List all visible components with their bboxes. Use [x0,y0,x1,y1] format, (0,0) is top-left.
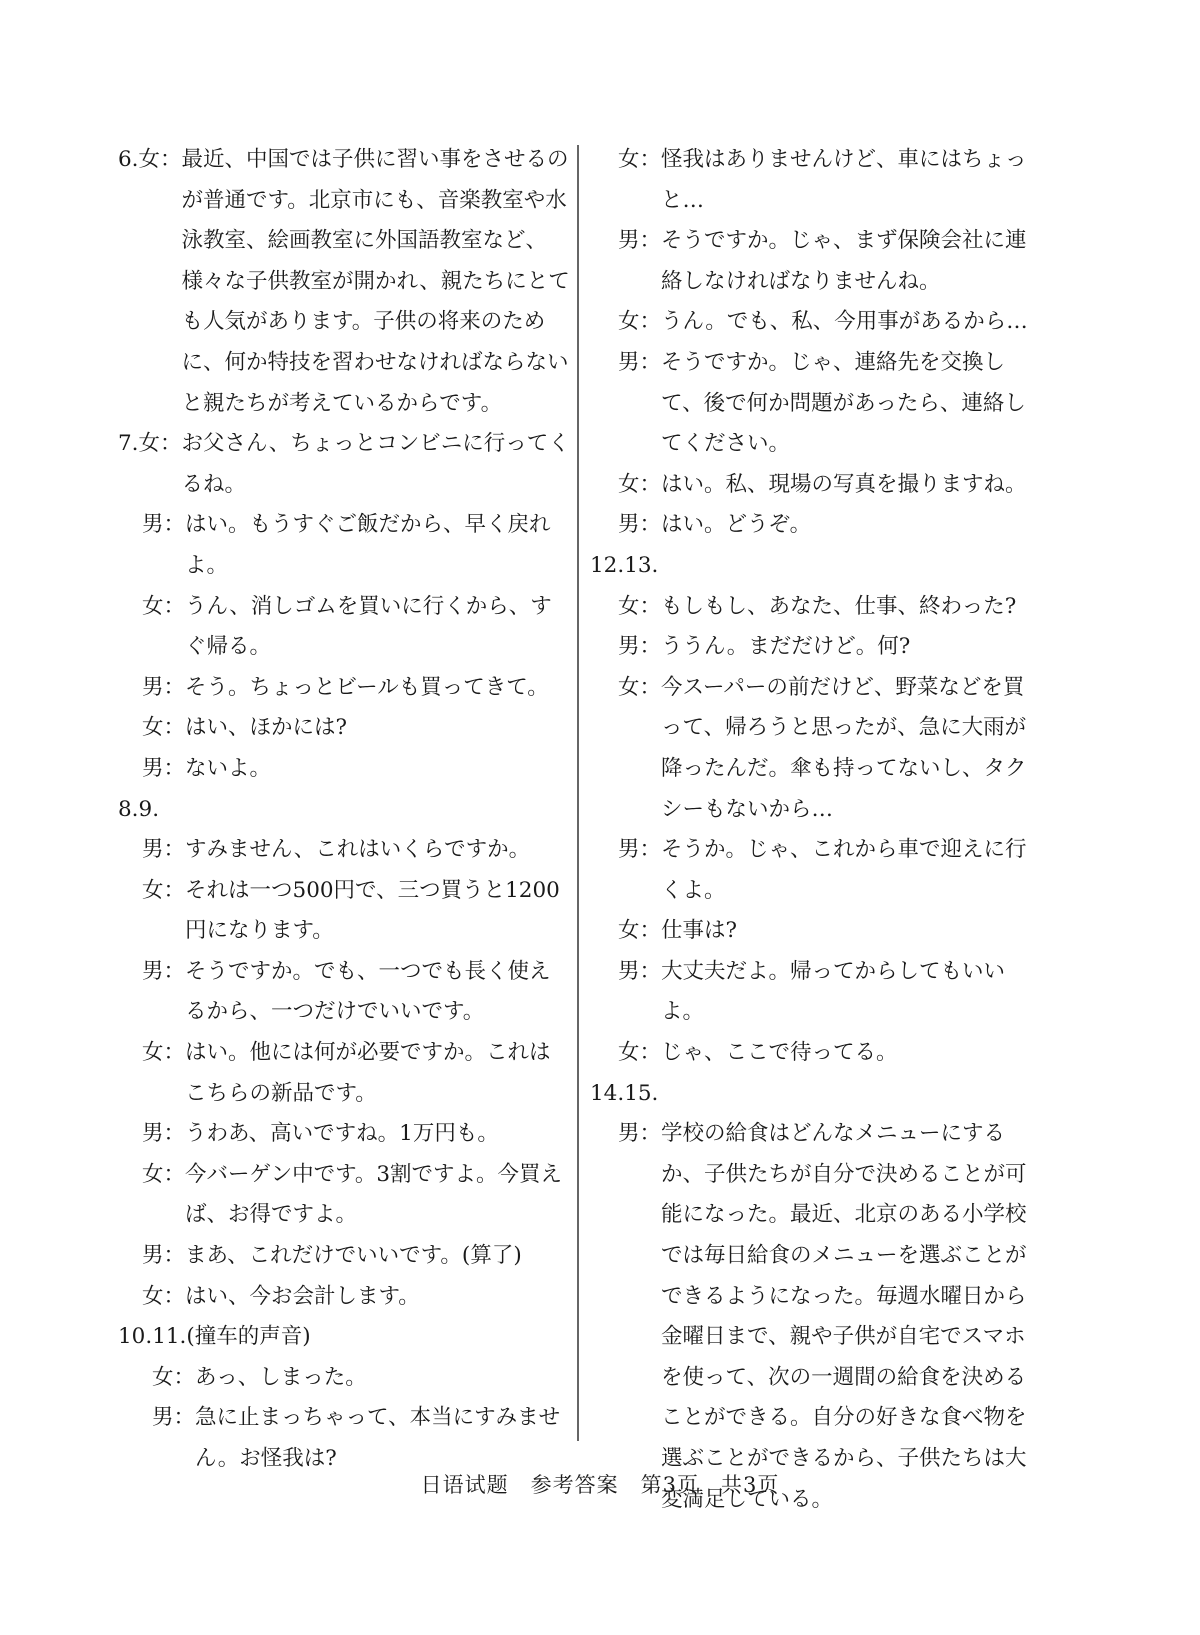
dialogue-turn [618,627,1038,668]
dialogue-turn [142,708,570,749]
turn-text: そうか。じゃ、これから車で迎えに行くよ。 [661,837,1027,903]
speaker-label: 男： [142,1243,186,1269]
turn-text: 今バーゲン中です。3割ですよ。今買えば、お得ですよ。 [185,1161,563,1228]
q1011-dialogue [118,1358,570,1480]
dialogue-turn [618,830,1038,911]
speaker-label: 6.女： [118,147,182,172]
turn-text: そうですか。じゃ、連絡先を交換して、後で何か問題があったら、連絡してください。 [661,349,1026,457]
turn-text: ううん。まだだけど。何? [661,634,911,660]
speaker-label: 男： [142,674,186,700]
turn-text: はい。もうすぐご飯だから、早く戻れよ。 [185,512,551,578]
speaker-label: 女： [618,471,662,497]
turn-text: はい。私、現場の写真を撮りますね。 [661,471,1027,497]
dialogue-turn [618,140,1038,221]
speaker-label: 女： [142,1283,186,1309]
turn-text: そう。ちょっとビールも買ってきて。 [185,674,549,700]
dialogue-turn [142,1277,570,1318]
turn-text: じゃ、ここで待ってる。 [661,1040,898,1066]
speaker-label: 女： [618,309,662,335]
dialogue-turn [142,505,570,586]
dialogue-turn [618,343,1038,465]
dialogue-turn [618,911,1038,952]
dialogue-turn [618,465,1038,506]
speaker-label: 男： [618,349,662,375]
section-heading-14-15: 14.15. [590,1080,659,1106]
speaker-label: 7.女： [118,431,182,457]
left-column [118,140,570,1480]
speaker-label: 男： [142,837,186,863]
dialogue-turn [142,1033,570,1114]
dialogue-turn [618,1033,1038,1074]
turn-text: 最近、中国では子供に習い事をさせるのが普通です。北京市にも、音楽教室や水泳教室、絵画教室に外国語教室など、様々な子供教室が開かれ、親たちにとても人気があります。子供の将来のために、何か特技を習わせなければならないと親たちが考えているからです。 [181,147,570,416]
speaker-label: 女： [618,918,662,944]
dialogue-turn [142,830,570,871]
turn-text: それは一つ500円で、三つ買うと1200円になります。 [185,877,560,944]
speaker-label: 男： [142,512,186,538]
turn-text: 仕事は? [661,918,738,944]
turn-text: そうですか。でも、一つでも長く使えるから、一つだけでいいです。 [185,958,551,1025]
speaker-label: 女： [142,593,186,619]
speaker-label: 男： [618,958,662,984]
speaker-label: 男： [152,1405,196,1431]
dialogue-turn [618,587,1038,628]
turn-text: はい、今お会計します。 [185,1283,420,1309]
dialogue-turn [142,749,570,790]
turn-text: お父さん、ちょっとコンビニに行ってくるね。 [181,431,570,497]
section-heading-10-11: 10.11.(撞车的声音) [118,1324,311,1350]
speaker-label: 男： [618,634,662,660]
turn-text: うん、消しゴムを買いに行くから、すぐ帰る。 [185,593,552,660]
dialogue-turn [142,668,570,709]
turn-text: はい、ほかには? [185,715,348,741]
q89-dialogue [118,830,570,1317]
turn-text: はい。どうぞ。 [661,512,812,538]
speaker-label: 女： [618,674,662,700]
speaker-label: 女： [142,1161,186,1187]
speaker-label: 女： [618,593,662,619]
turn-text: うわあ、高いですね。1万円も。 [185,1121,499,1147]
speaker-label: 男： [618,228,662,254]
q1011-continued [590,140,1038,546]
speaker-label: 女： [142,715,186,741]
q7-dialogue [118,424,570,789]
turn-text: すみません、これはいくらですか。 [185,837,531,863]
turn-text: 怪我はありませんけど、車にはちょっと… [661,147,1027,213]
speaker-label: 女： [142,877,186,903]
column-divider [577,145,579,1441]
turn-text: うん。でも、私、今用事があるから… [661,309,1028,335]
dialogue-turn [142,587,570,668]
speaker-label: 女： [142,1040,186,1066]
speaker-label: 女： [618,1040,662,1066]
section-heading-12-13: 12.13. [590,552,659,578]
turn-text: まあ、これだけでいいです。(算了) [185,1243,522,1269]
dialogue-turn [142,1155,570,1236]
dialogue-turn [142,1114,570,1155]
section-heading-8-9: 8.9. [118,796,160,822]
dialogue-turn [142,871,570,952]
page-footer: 日语试题 参考答案 第3页 共3页 [420,1473,780,1497]
turn-text: 急に止まっちゃって、本当にすみません。お怪我は? [195,1405,561,1471]
q1213-dialogue [590,587,1038,1074]
q6-turn [118,140,570,424]
speaker-label: 女： [152,1364,196,1390]
speaker-label: 男： [618,1121,662,1147]
turn-text: あっ、しまった。 [195,1364,367,1390]
speaker-label: 男： [618,512,662,538]
dialogue-turn [618,668,1038,830]
speaker-label: 男： [142,1121,186,1147]
speaker-label: 男： [618,837,662,863]
speaker-label: 女： [618,147,662,172]
turn-text: 学校の給食はどんなメニューにするか、子供たちが自分で決めることが可能になった。最近、北京のある小学校では毎日給食のメニューを選ぶことができるようになった。毎週水曜日から金曜日まで、親や子供が自宅でスマホを使って、次の一週間の給食を決めることができる。自分の好きな食べ物を選ぶことができるから、子供たちは大変満足している。 [661,1121,1027,1512]
dialogue-turn [152,1398,570,1479]
dialogue-turn [152,1358,570,1399]
dialogue-turn [618,505,1038,546]
speaker-label: 男： [142,755,186,781]
q1415-monologue [590,1114,1038,1520]
speaker-label: 男： [142,958,186,984]
turn-text: はい。他には何が必要ですか。これはこちらの新品です。 [185,1040,551,1106]
right-column [590,140,1038,1520]
dialogue-turn [142,1236,570,1277]
turn-text: 大丈夫だよ。帰ってからしてもいいよ。 [661,958,1006,1025]
dialogue-turn [142,952,570,1033]
turn-text: もしもし、あなた、仕事、終わった? [661,593,1017,619]
dialogue-turn [618,952,1038,1033]
turn-text: そうですか。じゃ、まず保険会社に連絡しなければなりませんね。 [661,228,1027,294]
dialogue-turn [618,221,1038,302]
turn-text: ないよ。 [185,755,272,781]
dialogue-turn [118,424,570,505]
turn-text: 今スーパーの前だけど、野菜などを買って、帰ろうと思ったが、急に大雨が降ったんだ。傘も持ってないし、タクシーもないから… [661,674,1027,822]
dialogue-turn [618,1114,1038,1520]
dialogue-turn [618,302,1038,343]
